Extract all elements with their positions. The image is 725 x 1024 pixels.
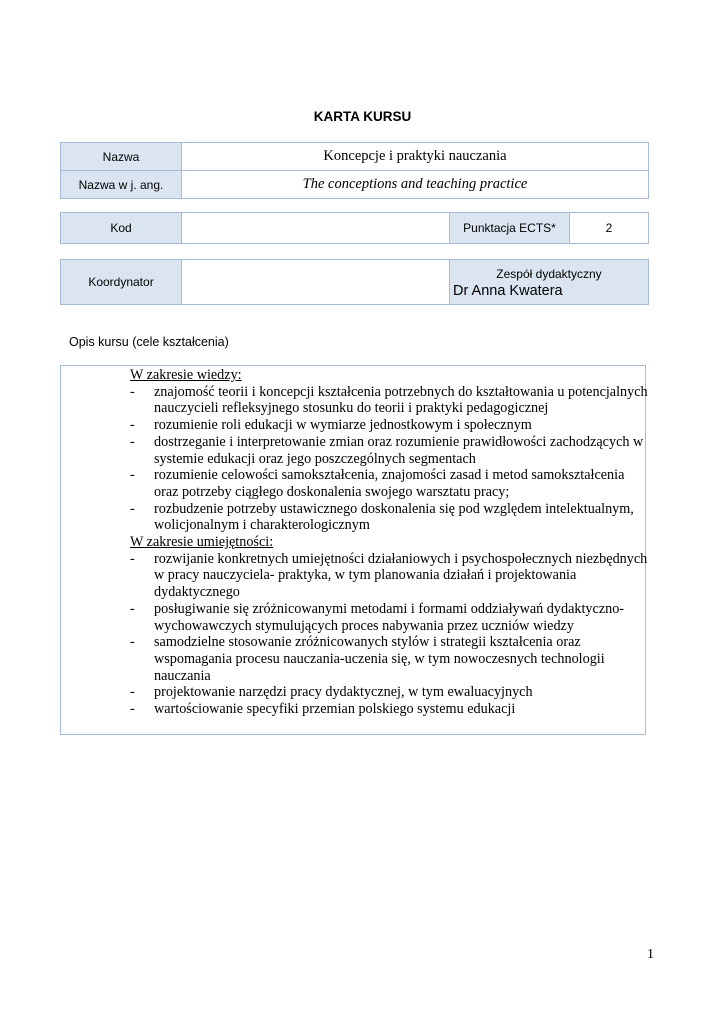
skills-item: - samodzielne stosowanie zróżnicowanych stylów i strategii kształcenia oraz wspomagania procesu nauczania-uczenia się, w tym nowoczesnych technologii nauczania bbox=[130, 634, 605, 684]
name-en-label: Nazwa w j. ang. bbox=[61, 171, 182, 199]
page-number: 1 bbox=[647, 947, 654, 962]
code-value bbox=[182, 213, 450, 244]
ects-label: Punktacja ECTS* bbox=[450, 213, 570, 244]
ects-value: 2 bbox=[570, 213, 649, 244]
team-cell bbox=[450, 260, 649, 305]
coordinator-table bbox=[60, 259, 649, 305]
code-label: Kod bbox=[61, 213, 182, 244]
coordinator-value bbox=[182, 260, 450, 305]
knowledge-item: - dostrzeganie i interpretowanie zmian oraz rozumienie prawidłowości zachodzących w systemie edukacji oraz jego poszczególnych segmentach bbox=[130, 433, 644, 467]
page-title: KARTA KURSU bbox=[313, 109, 412, 124]
course-name-table bbox=[60, 142, 649, 199]
code-table bbox=[60, 212, 649, 244]
knowledge-item: - rozbudzenie potrzeby ustawicznego doskonalenia się pod względem intelektualnym, wolicjonalnym i charakterologicznym bbox=[130, 500, 634, 534]
skills-item: - projektowanie narzędzi pracy dydaktycznej, w tym ewaluacyjnych bbox=[130, 684, 533, 701]
team-value: Dr Anna Kwatera bbox=[453, 283, 563, 299]
name-value: Koncepcje i praktyki nauczania bbox=[182, 143, 649, 171]
knowledge-item: - znajomość teorii i koncepcji kształcenia potrzebnych do kształtowania u potencjalnych nauczycieli refleksyjnego stosunku do teorii i praktyki pedagogicznej bbox=[130, 383, 648, 417]
coordinator-label: Koordynator bbox=[61, 260, 182, 305]
skills-header: W zakresie umiejętności: bbox=[130, 534, 274, 551]
knowledge-header: W zakresie wiedzy: bbox=[130, 367, 242, 383]
description-label: Opis kursu (cele kształcenia) bbox=[69, 335, 229, 349]
team-label: Zespół dydaktyczny bbox=[496, 267, 602, 281]
knowledge-item: - rozumienie roli edukacji w wymiarze jednostkowym i społecznym bbox=[130, 417, 532, 434]
skills-item: - posługiwanie się zróżnicowanymi metodami i formami oddziaływań dydaktyczno-wychowawczych stymulujących proces nabywania przez uczniów wiedzy bbox=[130, 600, 625, 634]
description-content bbox=[130, 367, 650, 718]
name-en-value: The conceptions and teaching practice bbox=[182, 171, 649, 199]
knowledge-item: - rozumienie celowości samokształcenia, znajomości zasad i metod samokształcenia oraz potrzeby ciągłego doskonalenia swojego warsztatu pracy; bbox=[130, 467, 625, 500]
name-label: Nazwa bbox=[61, 143, 182, 171]
skills-item: - rozwijanie konkretnych umiejętności działaniowych i psychospołecznych niezbędnych w pracy nauczyciela- praktyka, w tym planowania działań i projektowania dydaktycznego bbox=[130, 550, 648, 601]
skills-item: - wartościowanie specyfiki przemian polskiego systemu edukacji bbox=[130, 701, 516, 718]
